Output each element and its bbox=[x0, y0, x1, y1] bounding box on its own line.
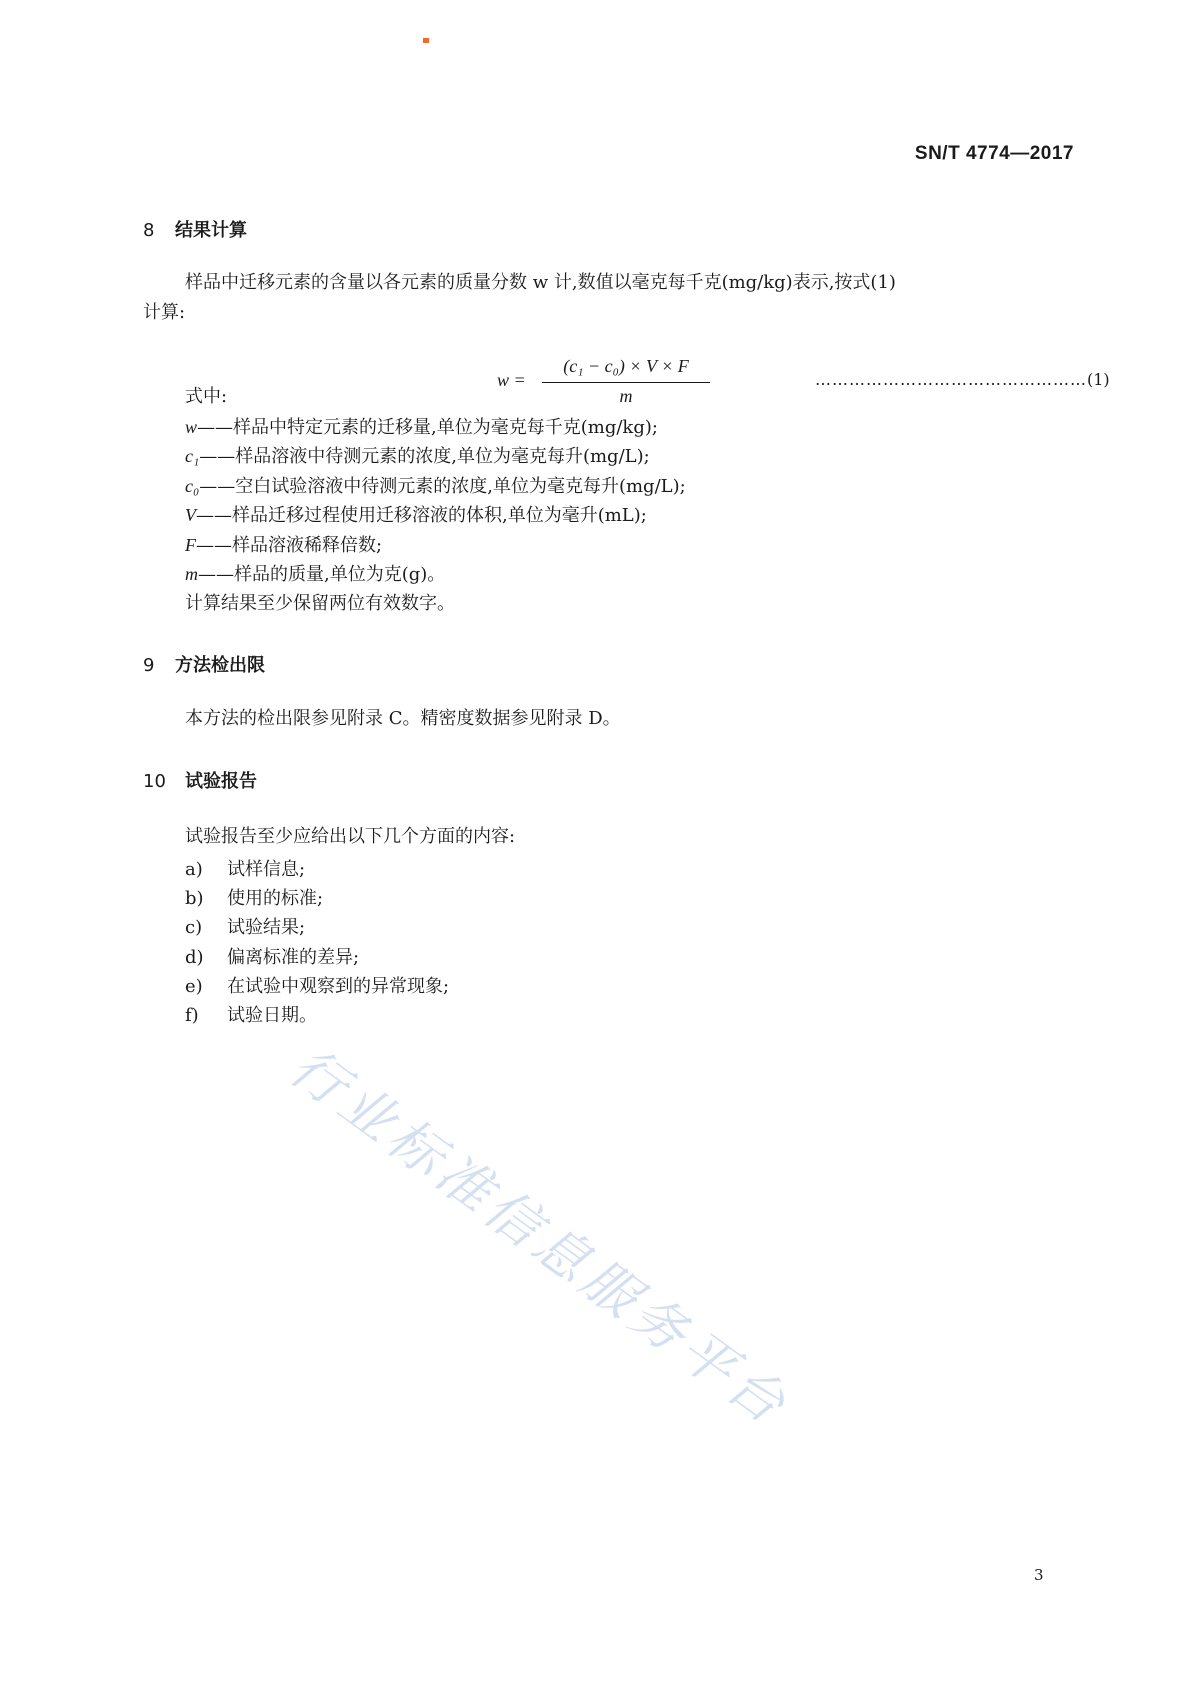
definition-text: ——样品溶液中待测元素的浓度,单位为毫克每升(mg/L); bbox=[199, 446, 650, 467]
section-9-text: 本方法的检出限参见附录 C。精密度数据参见附录 D。 bbox=[185, 708, 621, 729]
formula-fraction bbox=[542, 356, 710, 407]
section-number: 8 bbox=[143, 220, 155, 241]
orange-marker bbox=[423, 38, 429, 43]
section-number: 9 bbox=[143, 655, 155, 676]
definition-row bbox=[185, 504, 647, 527]
section-10-intro: 试验报告至少应给出以下几个方面的内容: bbox=[185, 826, 516, 847]
list-item-text: 使用的标准; bbox=[227, 888, 324, 909]
formula-lhs: w = bbox=[497, 370, 526, 390]
section-9-heading bbox=[143, 651, 265, 677]
definition-symbol: w bbox=[185, 417, 198, 437]
definition-symbol: c₁ bbox=[185, 446, 200, 466]
list-item bbox=[185, 855, 305, 881]
list-item bbox=[185, 943, 359, 969]
list-item-text: 试验日期。 bbox=[227, 1005, 317, 1026]
list-item-label: c) bbox=[185, 917, 203, 938]
list-item-text: 试样信息; bbox=[227, 859, 306, 880]
list-item-label: d) bbox=[185, 947, 204, 968]
watermark: 行业标准信息服务平台 bbox=[278, 1034, 801, 1439]
list-item-label: f) bbox=[185, 1005, 199, 1026]
list-item-text: 在试验中观察到的异常现象; bbox=[227, 976, 450, 997]
definition-row bbox=[185, 416, 658, 439]
definition-symbol: m bbox=[185, 564, 198, 584]
fraction-bar bbox=[542, 382, 710, 383]
definition-row bbox=[185, 563, 445, 586]
page-number: 3 bbox=[1034, 1566, 1044, 1584]
list-item bbox=[185, 884, 323, 910]
section-title: 试验报告 bbox=[185, 771, 257, 792]
definition-symbol: V bbox=[185, 505, 196, 525]
formula-numerator: (c₁ − c₀) × V × F bbox=[563, 356, 689, 376]
list-item bbox=[185, 972, 449, 998]
result-note: 计算结果至少保留两位有效数字。 bbox=[185, 593, 455, 614]
list-item bbox=[185, 1001, 317, 1027]
leader-dots: ………………………………………… bbox=[815, 370, 1087, 389]
equation-number: (1) bbox=[1087, 370, 1110, 389]
definition-text: ——样品的质量,单位为克(g)。 bbox=[198, 564, 446, 585]
formula-denominator: m bbox=[619, 386, 633, 406]
definition-text: ——样品中特定元素的迁移量,单位为毫克每千克(mg/kg); bbox=[197, 417, 658, 438]
definition-text: ——样品溶液稀释倍数; bbox=[196, 535, 383, 556]
definition-text: ——空白试验溶液中待测元素的浓度,单位为毫克每升(mg/L); bbox=[199, 476, 686, 497]
definition-row bbox=[185, 534, 382, 557]
section-title: 方法检出限 bbox=[175, 655, 265, 676]
section-8-intro-line1: 样品中迁移元素的含量以各元素的质量分数 w 计,数值以毫克每千克(mg/kg)表示,按式(1) bbox=[185, 272, 896, 293]
section-8-intro-line2: 计算: bbox=[143, 302, 186, 323]
list-item bbox=[185, 913, 305, 939]
list-item-label: b) bbox=[185, 888, 204, 909]
list-item-label: e) bbox=[185, 976, 203, 997]
section-number: 10 bbox=[143, 771, 166, 792]
definition-text: ——样品迁移过程使用迁移溶液的体积,单位为毫升(mL); bbox=[196, 505, 647, 526]
definition-row bbox=[185, 475, 686, 498]
section-10-heading bbox=[143, 767, 257, 793]
section-title: 结果计算 bbox=[175, 220, 247, 241]
list-item-text: 试验结果; bbox=[227, 917, 306, 938]
standard-number: SN/T 4774—2017 bbox=[914, 143, 1074, 164]
where-label: 式中: bbox=[185, 386, 228, 407]
section-8-heading bbox=[143, 216, 247, 242]
definition-symbol: c₀ bbox=[185, 476, 200, 496]
definition-row bbox=[185, 445, 650, 468]
list-item-text: 偏离标准的差异; bbox=[227, 947, 360, 968]
definition-symbol: F bbox=[185, 535, 196, 555]
list-item-label: a) bbox=[185, 859, 203, 880]
equation-number-line bbox=[815, 370, 1110, 389]
